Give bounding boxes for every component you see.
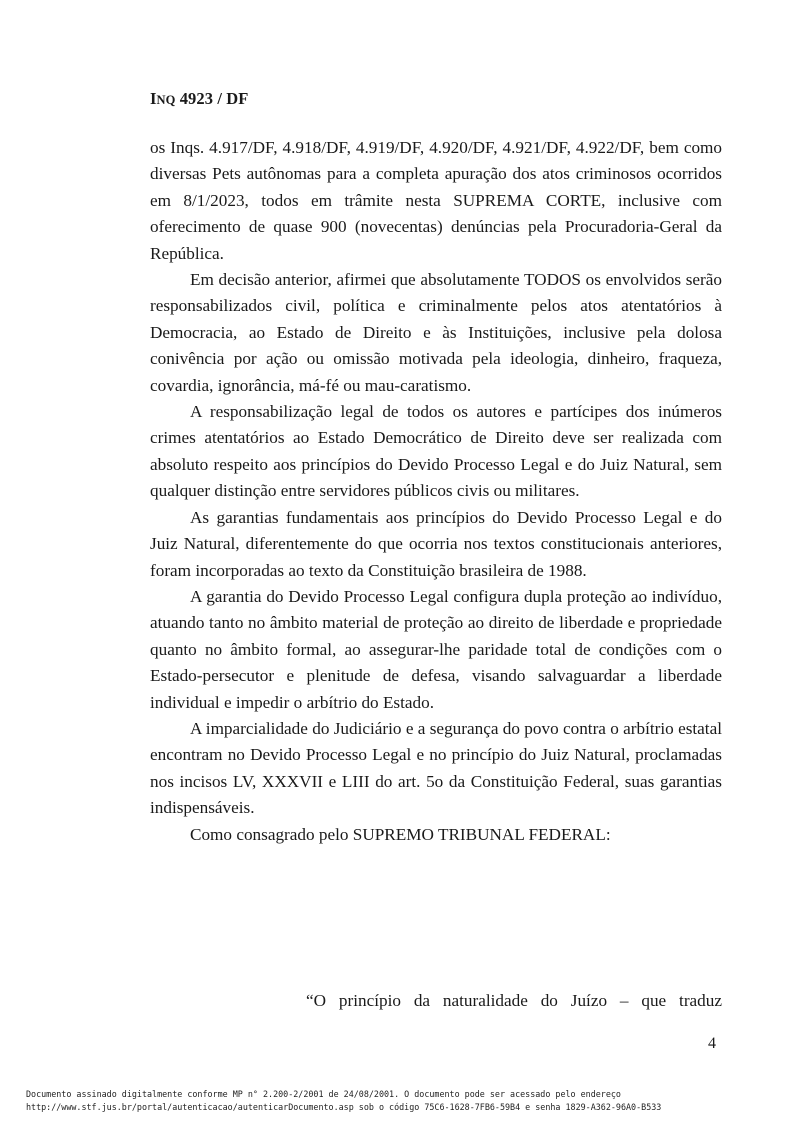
paragraph: Em decisão anterior, afirmei que absolutamente TODOS os envolvidos serão responsabilizados civil, política e criminalmente pelos atos atentatórios à Democracia, ao Estado de Direito e às Instituições, inclusive pela dolosa conivência por ação ou omissão motivada pela ideologia, dinheiro, fraqueza, covardia, ignorância, má-fé ou mau-caratismo.	[150, 270, 722, 395]
case-header-smallcaps: NQ	[156, 93, 176, 107]
paragraph: A imparcialidade do Judiciário e a segurança do povo contra o arbítrio estatal encontram no Devido Processo Legal e no princípio do Juiz Natural, proclamadas nos incisos LV, XXXVII e LIII do art. 5o da Constituição Federal, suas garantias indispensáveis.	[150, 718, 722, 818]
paragraph: A garantia do Devido Processo Legal configura dupla proteção ao indivíduo, atuando tanto no âmbito material de proteção ao direito de liberdade e propriedade quanto no âmbito formal, ao assegurar-lhe paridade total de condições com o Estado-persecutor e plenitude de defesa, visando salvaguardar a liberdade individual e impedir o arbítrio do Estado.	[150, 586, 722, 712]
paragraph: As garantias fundamentais aos princípios do Devido Processo Legal e do Juiz Natural, diferentemente do que ocorria nos textos constitucionais anteriores, foram incorporadas ao texto da Constituição brasileira de 1988.	[150, 507, 722, 580]
footer-line-2: http://www.stf.jus.br/portal/autenticacao/autenticarDocumento.asp sob o código 75C6-1628-7FB6-59B4 e senha 1829-A362-96A0-B533	[26, 1101, 662, 1112]
block-quote: “O princípio da naturalidade do Juízo – que traduz	[306, 991, 722, 1010]
paragraph: A responsabilização legal de todos os autores e partícipes dos inúmeros crimes atentatórios ao Estado Democrático de Direito deve ser realizada com absoluto respeito aos princípios do Devido Processo Legal e do Juiz Natural, sem qualquer distinção entre servidores públicos civis ou militares.	[150, 402, 722, 501]
paragraph-continuation: os Inqs. 4.917/DF, 4.918/DF, 4.919/DF, 4.920/DF, 4.921/DF, 4.922/DF, bem como diversas Pets autônomas para a completa apuração dos atos criminosos ocorridos em 8/1/2023, todos em trâmite nesta SUPREMA CORTE, inclusive com oferecimento de quase 900 (novecentas) denúncias pela Procuradoria-Geral da República.	[150, 138, 722, 263]
footer-line-1: Documento assinado digitalmente conforme MP n° 2.200-2/2001 de 24/08/2001. O documento pode ser acessado pelo endereço	[26, 1089, 621, 1099]
case-header-initial: I	[150, 89, 157, 108]
case-header-number: 4923 / DF	[175, 89, 249, 108]
page-number: 4	[708, 1035, 716, 1052]
case-header	[150, 89, 248, 109]
signature-footer	[26, 1088, 661, 1113]
body-text	[150, 135, 722, 848]
paragraph: Como consagrado pelo SUPREMO TRIBUNAL FEDERAL:	[190, 824, 611, 844]
